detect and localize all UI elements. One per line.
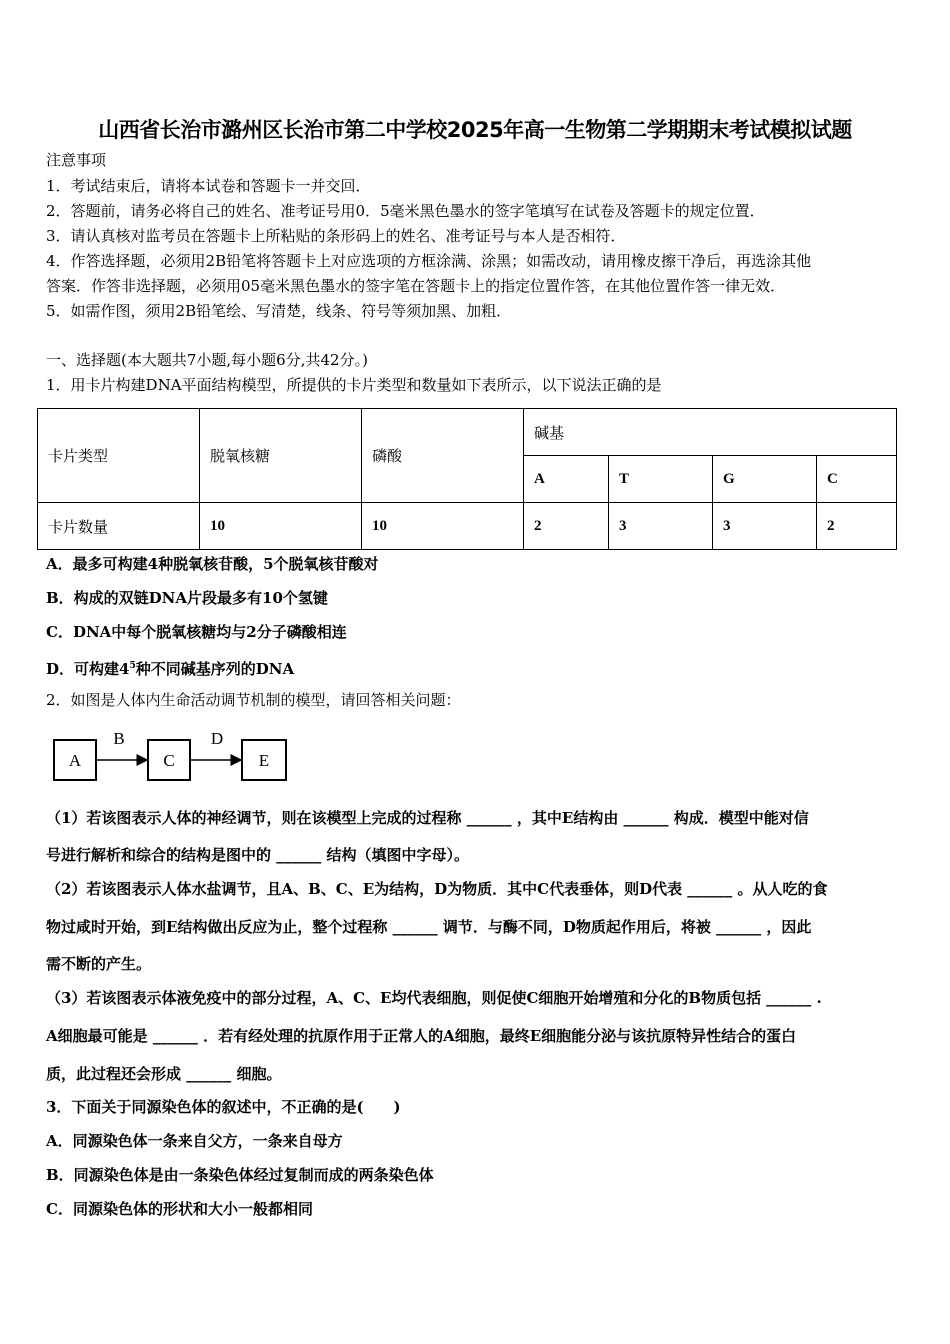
notice-item: 5．如需作图，须用2B铅笔绘、写清楚，线条、符号等须加黑、加粗．: [46, 302, 512, 320]
q2-line: 质，此过程还会形成 ______ 细胞。: [46, 1065, 282, 1083]
q2-line: A细胞最可能是 ______ ．若有经处理的抗原作用于正常人的A细胞，最终E细胞能分泌与该抗原特异性结合的蛋白: [46, 1027, 797, 1045]
q2-line: 需不断的产生。: [46, 955, 152, 973]
q1-option-c: C．DNA中每个脱氧核糖均与2分子磷酸相连: [46, 623, 347, 641]
header-phosphate: 磷酸: [362, 409, 524, 503]
q2-line: （1）若该图表示人体的神经调节，则在该模型上完成的过程称 ______ ，其中E结构由 ______ 构成．模型中能对信: [46, 809, 809, 827]
q1-option-d: [46, 656, 294, 679]
count-t: 3: [609, 503, 713, 550]
header-base: 碱基: [524, 409, 897, 456]
card-table: [37, 408, 897, 550]
label-e: E: [258, 751, 270, 770]
row-label: 卡片数量: [38, 503, 200, 550]
q1-stem: 1．用卡片构建DNA平面结构模型，所提供的卡片类型和数量如下表所示，以下说法正确的是: [46, 376, 662, 394]
q3-option-c: C．同源染色体的形状和大小一般都相同: [46, 1200, 313, 1218]
q2-line: （3）若该图表示体液免疫中的部分过程，A、C、E均代表细胞，则促使C细胞开始增殖和分化的B物质包括 ______ .: [46, 989, 822, 1007]
label-d: D: [210, 729, 224, 748]
option-d-exponent: 5: [129, 661, 136, 671]
base-a: A: [524, 456, 609, 503]
base-g: G: [713, 456, 817, 503]
base-c: C: [817, 456, 897, 503]
count-phosphate: 10: [362, 503, 524, 550]
q2-stem: 2．如图是人体内生命活动调节机制的模型，请回答相关问题：: [46, 691, 461, 709]
notice-item: 答案．作答非选择题，必须用05毫米黑色墨水的签字笔在答题卡上的指定位置作答，在其他位置作答一律无效．: [46, 277, 786, 295]
label-c: C: [163, 751, 175, 770]
label-a: A: [68, 751, 82, 770]
base-t: T: [609, 456, 713, 503]
q2-line: 物过咸时开始，到E结构做出反应为止，整个过程称 ______ 调节．与酶不同，D物质起作用后，将被 ______ ，因此: [46, 918, 812, 936]
notice-item: 3．请认真核对监考员在答题卡上所粘贴的条形码上的姓名、准考证号与本人是否相符．: [46, 227, 626, 245]
option-d-text: 种不同碱基序列的DNA: [135, 660, 295, 678]
header-card-type: 卡片类型: [38, 409, 200, 503]
q3-stem: 3．下面关于同源染色体的叙述中，不正确的是( ): [46, 1098, 401, 1116]
notice-item: 1．考试结束后，请将本试卷和答题卡一并交回．: [46, 177, 371, 195]
section-heading: 一、选择题(本大题共7小题,每小题6分,共42分。): [46, 351, 368, 369]
regulation-model-diagram: [50, 728, 295, 786]
q3-option-b: B．同源染色体是由一条染色体经过复制而成的两条染色体: [46, 1166, 434, 1184]
count-c: 2: [817, 503, 897, 550]
header-sugar: 脱氧核糖: [200, 409, 362, 503]
notice-item: 2．答题前，请务必将自己的姓名、准考证号用0．5毫米黑色墨水的签字笔填写在试卷及答题卡的规定位置．: [46, 202, 765, 220]
q1-option-a: A．最多可构建4种脱氧核苷酸，5个脱氧核苷酸对: [46, 555, 379, 573]
q1-option-b: B．构成的双链DNA片段最多有10个氢键: [46, 589, 328, 607]
exam-title: 山西省长治市潞州区长治市第二中学校2025年高一生物第二学期期末考试模拟试题: [98, 118, 852, 142]
count-g: 3: [713, 503, 817, 550]
q2-line: （2）若该图表示人体水盐调节，且A、B、C、E为结构，D为物质．其中C代表垂体，则D代表 ______ 。从人吃的食: [46, 880, 828, 898]
q2-line: 号进行解析和综合的结构是图中的 ______ 结构（填图中字母）。: [46, 846, 469, 864]
label-b: B: [113, 729, 125, 748]
option-d-text: D．可构建4: [46, 660, 130, 678]
count-sugar: 10: [200, 503, 362, 550]
q3-option-a: A．同源染色体一条来自父方，一条来自母方: [46, 1132, 343, 1150]
count-a: 2: [524, 503, 609, 550]
notice-item: 4．作答选择题，必须用2B铅笔将答题卡上对应选项的方框涂满、涂黑；如需改动，请用橡皮擦干净后，再选涂其他: [46, 252, 812, 270]
notice-heading: 注意事项: [46, 151, 107, 169]
